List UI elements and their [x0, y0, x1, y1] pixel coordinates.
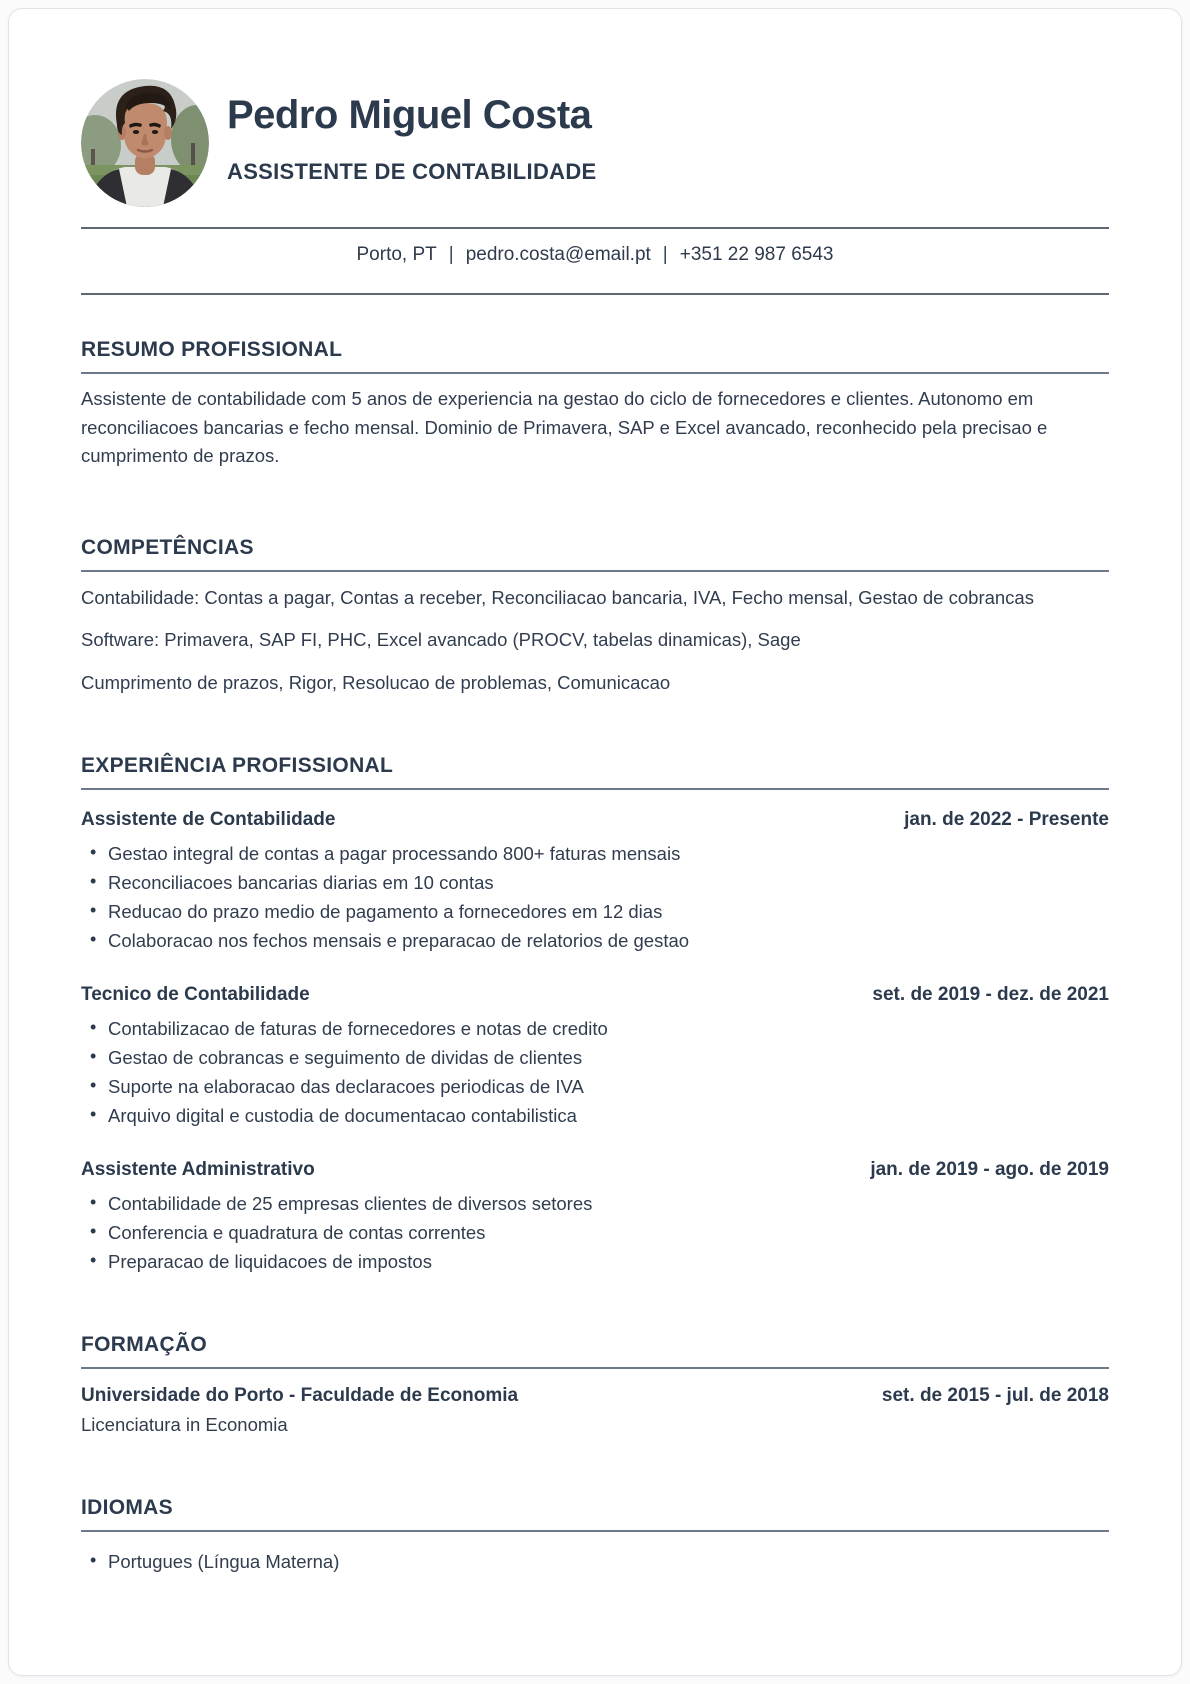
resume-page — [8, 8, 1182, 1676]
jobs-list — [81, 808, 1109, 1276]
job-dates: jan. de 2022 - Presente — [904, 809, 1109, 830]
identity-block — [227, 79, 597, 185]
profile-photo-image — [81, 79, 209, 207]
bullet-item: • Contabilidade de 25 empresas clientes de diversos setores — [81, 1189, 1109, 1218]
section-education — [81, 1332, 1109, 1439]
section-languages — [81, 1495, 1109, 1576]
bullet-item: • Arquivo digital e custodia de documentacao contabilistica — [81, 1101, 1109, 1130]
job-bullets — [81, 839, 1109, 955]
summary-heading: RESUMO PROFISSIONAL — [81, 338, 343, 361]
bullet-item: • Gestao de cobrancas e seguimento de dividas de clientes — [81, 1043, 1109, 1072]
header-divider-top — [81, 227, 1109, 229]
skills-list — [81, 584, 1109, 698]
section-rule — [81, 372, 1109, 374]
candidate-title: ASSISTENTE DE CONTABILIDADE — [227, 159, 597, 184]
profile-photo — [81, 79, 209, 207]
languages-heading: IDIOMAS — [81, 1496, 173, 1519]
skill-line: Cumprimento de prazos, Rigor, Resolucao de problemas, Comunicacao — [81, 671, 671, 693]
contact-separator: | — [662, 244, 668, 265]
section-rule — [81, 1367, 1109, 1369]
job-title: Assistente Administrativo — [81, 1159, 315, 1180]
section-summary — [81, 337, 1109, 471]
contact-email: pedro.costa@email.pt — [465, 244, 651, 265]
summary-text: Assistente de contabilidade com 5 anos de experiencia na gestao do ciclo de fornecedores e clientes. Autonomo em reconciliacoes bancarias e fecho mensal. Dominio de Primavera, SAP e Excel avancado, reconhecido pela precisao e cumprimento de prazos. — [81, 388, 1048, 466]
section-experience — [81, 753, 1109, 1276]
header — [81, 79, 1109, 207]
bullet-item: • Contabilizacao de faturas de fornecedores e notas de credito — [81, 1014, 1109, 1043]
experience-heading: EXPERIÊNCIA PROFISSIONAL — [81, 754, 394, 777]
header-divider-bottom — [81, 293, 1109, 295]
candidate-name: Pedro Miguel Costa — [227, 93, 592, 137]
section-rule — [81, 788, 1109, 790]
education-dates: set. de 2015 - jul. de 2018 — [881, 1385, 1109, 1406]
bullet-item: • Colaboracao nos fechos mensais e preparacao de relatorios de gestao — [81, 926, 1109, 955]
education-heading: FORMAÇÃO — [81, 1333, 208, 1356]
section-skills — [81, 535, 1109, 698]
job-dates: jan. de 2019 - ago. de 2019 — [870, 1159, 1109, 1180]
languages-list — [81, 1547, 1109, 1576]
job-bullets — [81, 1189, 1109, 1276]
section-rule — [81, 570, 1109, 572]
education-degree: Licenciatura in Economia — [81, 1414, 288, 1435]
bullet-item: • Suporte na elaboracao das declaracoes periodicas de IVA — [81, 1072, 1109, 1101]
bullet-item: • Reconciliacoes bancarias diarias em 10 contas — [81, 868, 1109, 897]
bullet-item: • Portugues (Língua Materna) — [81, 1547, 1109, 1576]
contact-separator: | — [448, 244, 454, 265]
job-entry — [81, 808, 1109, 955]
bullet-item: • Conferencia e quadratura de contas correntes — [81, 1218, 1109, 1247]
skill-line: Software: Primavera, SAP FI, PHC, Excel avancado (PROCV, tabelas dinamicas), Sage — [81, 629, 801, 650]
job-entry — [81, 983, 1109, 1130]
contact-location: Porto, PT — [356, 244, 437, 265]
contact-phone: +351 22 987 6543 — [679, 244, 834, 265]
job-dates: set. de 2019 - dez. de 2021 — [872, 984, 1109, 1005]
job-bullets — [81, 1014, 1109, 1130]
section-rule — [81, 1530, 1109, 1532]
job-title: Tecnico de Contabilidade — [81, 984, 310, 1005]
skill-line: Contabilidade: Contas a pagar, Contas a receber, Reconciliacao bancaria, IVA, Fecho mensal, Gestao de cobrancas — [81, 586, 1034, 608]
education-entry — [81, 1383, 1109, 1409]
bullet-item: • Gestao integral de contas a pagar processando 800+ faturas mensais — [81, 839, 1109, 868]
education-school: Universidade do Porto - Faculdade de Economia — [81, 1385, 519, 1406]
job-entry — [81, 1158, 1109, 1276]
contact-line — [81, 242, 1109, 268]
bullet-item: • Preparacao de liquidacoes de impostos — [81, 1247, 1109, 1276]
job-title: Assistente de Contabilidade — [81, 809, 336, 830]
skills-heading: COMPETÊNCIAS — [81, 535, 254, 559]
bullet-item: • Reducao do prazo medio de pagamento a fornecedores em 12 dias — [81, 897, 1109, 926]
